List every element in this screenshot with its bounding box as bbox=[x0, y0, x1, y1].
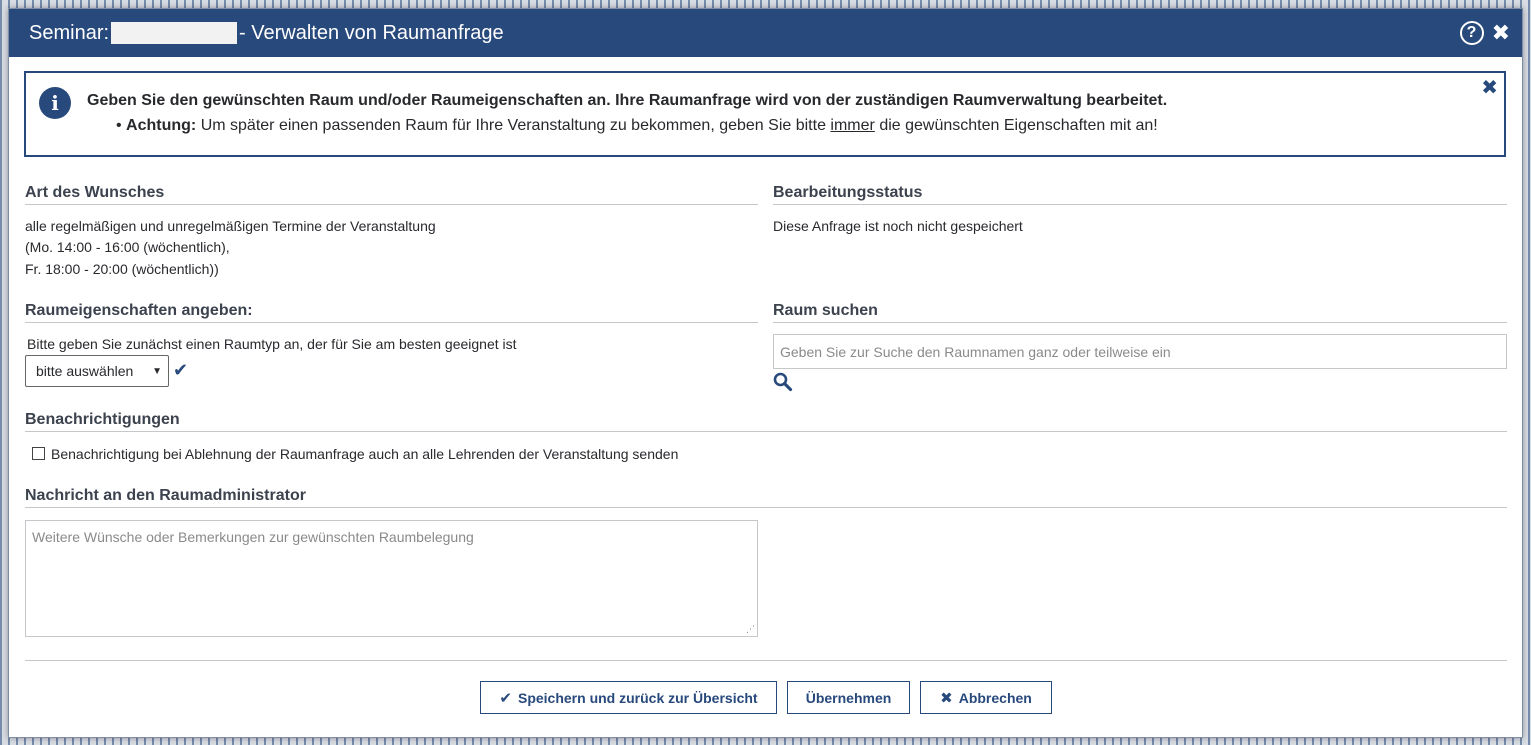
room-type-select-value: bitte auswählen bbox=[36, 363, 134, 379]
chevron-down-icon: ▼ bbox=[152, 365, 162, 377]
properties-heading: Raumeigenschaften angeben: bbox=[25, 302, 758, 323]
save-and-back-label: Speichern und zurück zur Übersicht bbox=[517, 689, 758, 706]
save-and-back-button[interactable] bbox=[480, 681, 777, 714]
art-line-3: Fr. 18:00 - 20:00 (wöchentlich)) bbox=[25, 261, 219, 277]
footer-divider bbox=[25, 660, 1507, 661]
art-line-2: (Mo. 14:00 - 16:00 (wöchentlich), bbox=[25, 239, 230, 255]
confirm-room-type-icon[interactable]: ✔ bbox=[173, 360, 189, 380]
art-line-1: alle regelmäßigen und unregelmäßigen Termine der Veranstaltung bbox=[25, 218, 436, 234]
notify-teachers-checkbox[interactable] bbox=[32, 447, 45, 460]
status-heading: Bearbeitungsstatus bbox=[773, 184, 1507, 205]
search-icon[interactable] bbox=[773, 372, 793, 392]
dialog-close-icon[interactable]: ✖ bbox=[1491, 20, 1510, 45]
message-heading: Nachricht an den Raumadministrator bbox=[25, 487, 1507, 508]
dialog-title bbox=[29, 22, 504, 45]
notify-teachers-label[interactable]: Benachrichtigung bei Ablehnung der Raumanfrage auch an alle Lehrenden der Veranstaltung senden bbox=[51, 446, 679, 462]
apply-button[interactable] bbox=[787, 681, 910, 714]
properties-hint: Bitte geben Sie zunächst einen Raumtyp an, der für Sie am besten geeignet ist bbox=[27, 336, 517, 352]
room-search-heading: Raum suchen bbox=[773, 302, 1507, 323]
dialog-title-suffix: - Verwalten von Raumanfrage bbox=[239, 21, 504, 44]
apply-label: Übernehmen bbox=[805, 689, 892, 706]
status-text: Diese Anfrage ist noch nicht gespeichert bbox=[773, 218, 1023, 234]
cancel-label: Abbrechen bbox=[958, 689, 1032, 706]
info-close-icon[interactable]: ✖ bbox=[1481, 77, 1498, 99]
info-bullet: • Achtung: Um später einen passenden Raum für Ihre Veranstaltung zu bekommen, geben Sie bitte immer die gewünschten Eigenschaften mit an! bbox=[116, 117, 1158, 134]
room-type-select[interactable] bbox=[25, 355, 169, 387]
redacted-course-name bbox=[111, 22, 237, 44]
message-textarea[interactable] bbox=[25, 520, 758, 637]
info-title: Geben Sie den gewünschten Raum und/oder Raumeigenschaften an. Ihre Raumanfrage wird von der zuständigen Raumverwaltung bearbeitet. bbox=[87, 92, 1168, 109]
resize-grip-icon[interactable]: ⋰ bbox=[746, 624, 755, 634]
art-heading: Art des Wunsches bbox=[25, 184, 758, 205]
notifications-heading: Benachrichtigungen bbox=[25, 411, 1507, 432]
room-search-input[interactable] bbox=[773, 334, 1507, 369]
message-placeholder: Weitere Wünsche oder Bemerkungen zur gewünschten Raumbelegung bbox=[32, 529, 474, 545]
info-bullet-text-2: die gewünschten Eigenschaften mit an! bbox=[879, 117, 1158, 134]
info-icon: i bbox=[39, 87, 71, 119]
dialog-titlebar bbox=[9, 9, 1522, 57]
close-icon: ✖ bbox=[940, 689, 953, 707]
dialog-title-prefix: Seminar: bbox=[29, 21, 110, 44]
room-search-placeholder: Geben Sie zur Suche den Raumnamen ganz oder teilweise ein bbox=[780, 343, 1171, 360]
cancel-button[interactable] bbox=[920, 681, 1052, 714]
info-bullet-underlined: immer bbox=[830, 117, 875, 134]
info-message-box bbox=[24, 71, 1506, 157]
info-bullet-text-1: Um später einen passenden Raum für Ihre Veranstaltung zu bekommen, geben Sie bitte bbox=[200, 117, 826, 134]
info-bullet-bold: Achtung: bbox=[126, 117, 197, 134]
room-request-dialog bbox=[8, 8, 1523, 738]
help-icon[interactable]: ? bbox=[1460, 21, 1484, 45]
check-icon: ✔ bbox=[499, 689, 512, 707]
